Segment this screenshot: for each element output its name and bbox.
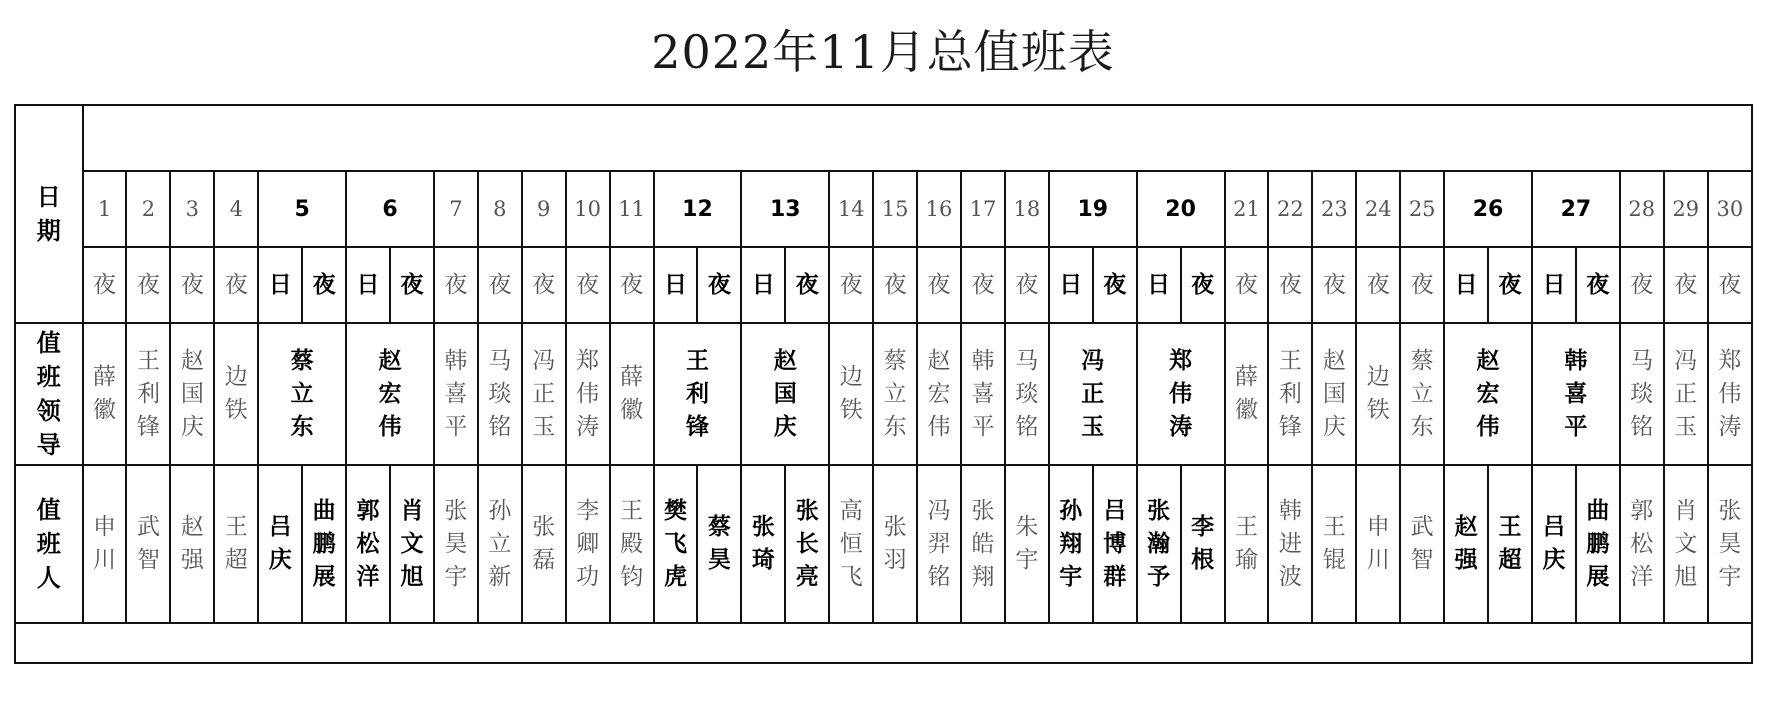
duty-person-cell: 肖文旭 <box>390 465 434 623</box>
shift-cell: 夜 <box>1268 247 1312 323</box>
shift-cell: 夜 <box>566 247 610 323</box>
duty-person-cell: 张昊宇 <box>1708 465 1752 623</box>
leader-cell: 蔡立东 <box>258 323 346 465</box>
duty-person-cell: 张磊 <box>522 465 566 623</box>
leader-cell: 边铁 <box>1356 323 1400 465</box>
duty-person-cell: 王殿钧 <box>610 465 654 623</box>
shift-cell: 夜 <box>961 247 1005 323</box>
shift-cell: 夜 <box>917 247 961 323</box>
leader-cell: 郑伟涛 <box>1137 323 1225 465</box>
shift-cell: 夜 <box>83 247 127 323</box>
shift-cell: 夜 <box>1356 247 1400 323</box>
shift-cell: 夜 <box>1664 247 1708 323</box>
date-cell: 19 <box>1049 171 1137 247</box>
leader-cell: 赵宏伟 <box>917 323 961 465</box>
shift-cell: 夜 <box>1708 247 1752 323</box>
leader-cell: 韩喜平 <box>1532 323 1620 465</box>
shift-cell: 日 <box>741 247 785 323</box>
date-row-label: 日期 <box>15 105 83 323</box>
shift-cell: 日 <box>346 247 390 323</box>
leader-cell: 赵国庆 <box>1312 323 1356 465</box>
shift-cell: 夜 <box>1312 247 1356 323</box>
date-cell: 1 <box>83 171 127 247</box>
duty-person-cell: 赵强 <box>170 465 214 623</box>
leader-cell: 赵宏伟 <box>1444 323 1532 465</box>
duty-person-cell: 赵强 <box>1444 465 1488 623</box>
date-cell: 14 <box>829 171 873 247</box>
leader-cell: 冯正玉 <box>522 323 566 465</box>
date-cell: 6 <box>346 171 434 247</box>
leader-cell: 冯正玉 <box>1664 323 1708 465</box>
duty-person-cell: 韩进波 <box>1268 465 1312 623</box>
shift-cell: 夜 <box>390 247 434 323</box>
duty-person-cell: 申川 <box>1356 465 1400 623</box>
shift-cell: 夜 <box>785 247 829 323</box>
shift-cell: 夜 <box>522 247 566 323</box>
shift-cell: 夜 <box>1093 247 1137 323</box>
leader-row-label: 值班领导 <box>15 323 83 465</box>
date-cell: 24 <box>1356 171 1400 247</box>
leader-cell: 王利锋 <box>654 323 742 465</box>
date-cell: 26 <box>1444 171 1532 247</box>
leader-cell: 冯正玉 <box>1049 323 1137 465</box>
date-cell: 8 <box>478 171 522 247</box>
duty-person-cell: 曲鹏展 <box>1576 465 1620 623</box>
leader-cell: 赵国庆 <box>170 323 214 465</box>
date-cell: 23 <box>1312 171 1356 247</box>
shift-cell: 日 <box>258 247 302 323</box>
duty-person-cell: 张瀚予 <box>1137 465 1181 623</box>
shift-cell: 夜 <box>873 247 917 323</box>
duty-person-cell: 张羽 <box>873 465 917 623</box>
duty-roster-table <box>14 104 1753 664</box>
leader-cell: 边铁 <box>829 323 873 465</box>
duty-person-cell: 王超 <box>1488 465 1532 623</box>
leader-cell: 薛徽 <box>83 323 127 465</box>
shift-cell: 夜 <box>1181 247 1225 323</box>
page-title: 2022年11月总值班表 <box>651 25 1115 79</box>
duty-person-cell: 樊飞虎 <box>654 465 698 623</box>
leader-cell: 韩喜平 <box>961 323 1005 465</box>
duty-person-cell: 孙立新 <box>478 465 522 623</box>
date-cell: 25 <box>1400 171 1444 247</box>
shift-cell: 日 <box>1444 247 1488 323</box>
date-cell: 27 <box>1532 171 1620 247</box>
date-cell: 5 <box>258 171 346 247</box>
leader-cell: 薛徽 <box>1225 323 1269 465</box>
duty-person-cell: 冯羿铭 <box>917 465 961 623</box>
duty-person-cell: 武智 <box>126 465 170 623</box>
date-cell: 7 <box>434 171 478 247</box>
duty-row-label: 值班人 <box>15 465 83 623</box>
blank-header-cell <box>83 105 1752 171</box>
shift-cell: 夜 <box>214 247 258 323</box>
duty-person-cell: 蔡昊 <box>697 465 741 623</box>
leader-cell: 王利锋 <box>126 323 170 465</box>
duty-person-cell: 王超 <box>214 465 258 623</box>
duty-person-cell: 朱宇 <box>1005 465 1049 623</box>
date-cell: 30 <box>1708 171 1752 247</box>
shift-cell: 夜 <box>478 247 522 323</box>
leader-cell: 蔡立东 <box>1400 323 1444 465</box>
date-cell: 17 <box>961 171 1005 247</box>
duty-person-cell: 申川 <box>83 465 127 623</box>
date-cell: 22 <box>1268 171 1312 247</box>
leader-cell: 韩喜平 <box>434 323 478 465</box>
leader-cell: 郑伟涛 <box>566 323 610 465</box>
leader-cell: 赵宏伟 <box>346 323 434 465</box>
date-cell: 4 <box>214 171 258 247</box>
date-cell: 21 <box>1225 171 1269 247</box>
duty-person-cell: 郭松洋 <box>1620 465 1664 623</box>
leader-cell: 赵国庆 <box>741 323 829 465</box>
duty-person-cell: 王瑜 <box>1225 465 1269 623</box>
shift-cell: 夜 <box>126 247 170 323</box>
date-cell: 15 <box>873 171 917 247</box>
leader-cell: 边铁 <box>214 323 258 465</box>
date-cell: 29 <box>1664 171 1708 247</box>
duty-person-cell: 高恒飞 <box>829 465 873 623</box>
date-cell: 2 <box>126 171 170 247</box>
leader-cell: 马琰铭 <box>1620 323 1664 465</box>
duty-person-cell: 肖文旭 <box>1664 465 1708 623</box>
leader-cell: 郑伟涛 <box>1708 323 1752 465</box>
duty-person-cell: 郭松洋 <box>346 465 390 623</box>
shift-cell: 夜 <box>1225 247 1269 323</box>
leader-cell: 马琰铭 <box>478 323 522 465</box>
leader-cell: 薛徽 <box>610 323 654 465</box>
shift-cell: 夜 <box>1620 247 1664 323</box>
shift-cell: 夜 <box>610 247 654 323</box>
date-cell: 11 <box>610 171 654 247</box>
shift-cell: 日 <box>654 247 698 323</box>
shift-cell: 夜 <box>1005 247 1049 323</box>
shift-cell: 夜 <box>434 247 478 323</box>
leader-cell: 王利锋 <box>1268 323 1312 465</box>
date-cell: 18 <box>1005 171 1049 247</box>
duty-person-cell: 张长亮 <box>785 465 829 623</box>
duty-person-cell: 张琦 <box>741 465 785 623</box>
date-cell: 20 <box>1137 171 1225 247</box>
shift-cell: 夜 <box>697 247 741 323</box>
date-cell: 9 <box>522 171 566 247</box>
shift-cell: 夜 <box>302 247 346 323</box>
shift-cell: 日 <box>1049 247 1093 323</box>
duty-person-cell: 吕庆 <box>1532 465 1576 623</box>
duty-person-cell: 孙翔宇 <box>1049 465 1093 623</box>
shift-cell: 日 <box>1137 247 1181 323</box>
leader-cell: 马琰铭 <box>1005 323 1049 465</box>
duty-person-cell: 吕庆 <box>258 465 302 623</box>
duty-person-cell: 李卿功 <box>566 465 610 623</box>
duty-person-cell: 曲鹏展 <box>302 465 346 623</box>
shift-cell: 日 <box>1532 247 1576 323</box>
date-cell: 3 <box>170 171 214 247</box>
shift-cell: 夜 <box>1400 247 1444 323</box>
shift-cell: 夜 <box>1488 247 1532 323</box>
duty-person-cell: 王锟 <box>1312 465 1356 623</box>
duty-person-cell: 武智 <box>1400 465 1444 623</box>
duty-person-cell: 吕博群 <box>1093 465 1137 623</box>
duty-person-cell: 张昊宇 <box>434 465 478 623</box>
date-cell: 16 <box>917 171 961 247</box>
shift-cell: 夜 <box>170 247 214 323</box>
date-cell: 10 <box>566 171 610 247</box>
date-cell: 13 <box>741 171 829 247</box>
shift-cell: 夜 <box>829 247 873 323</box>
footer-blank-cell <box>15 623 1752 663</box>
duty-person-cell: 李根 <box>1181 465 1225 623</box>
date-cell: 12 <box>654 171 742 247</box>
shift-cell: 夜 <box>1576 247 1620 323</box>
duty-person-cell: 张皓翔 <box>961 465 1005 623</box>
leader-cell: 蔡立东 <box>873 323 917 465</box>
date-cell: 28 <box>1620 171 1664 247</box>
